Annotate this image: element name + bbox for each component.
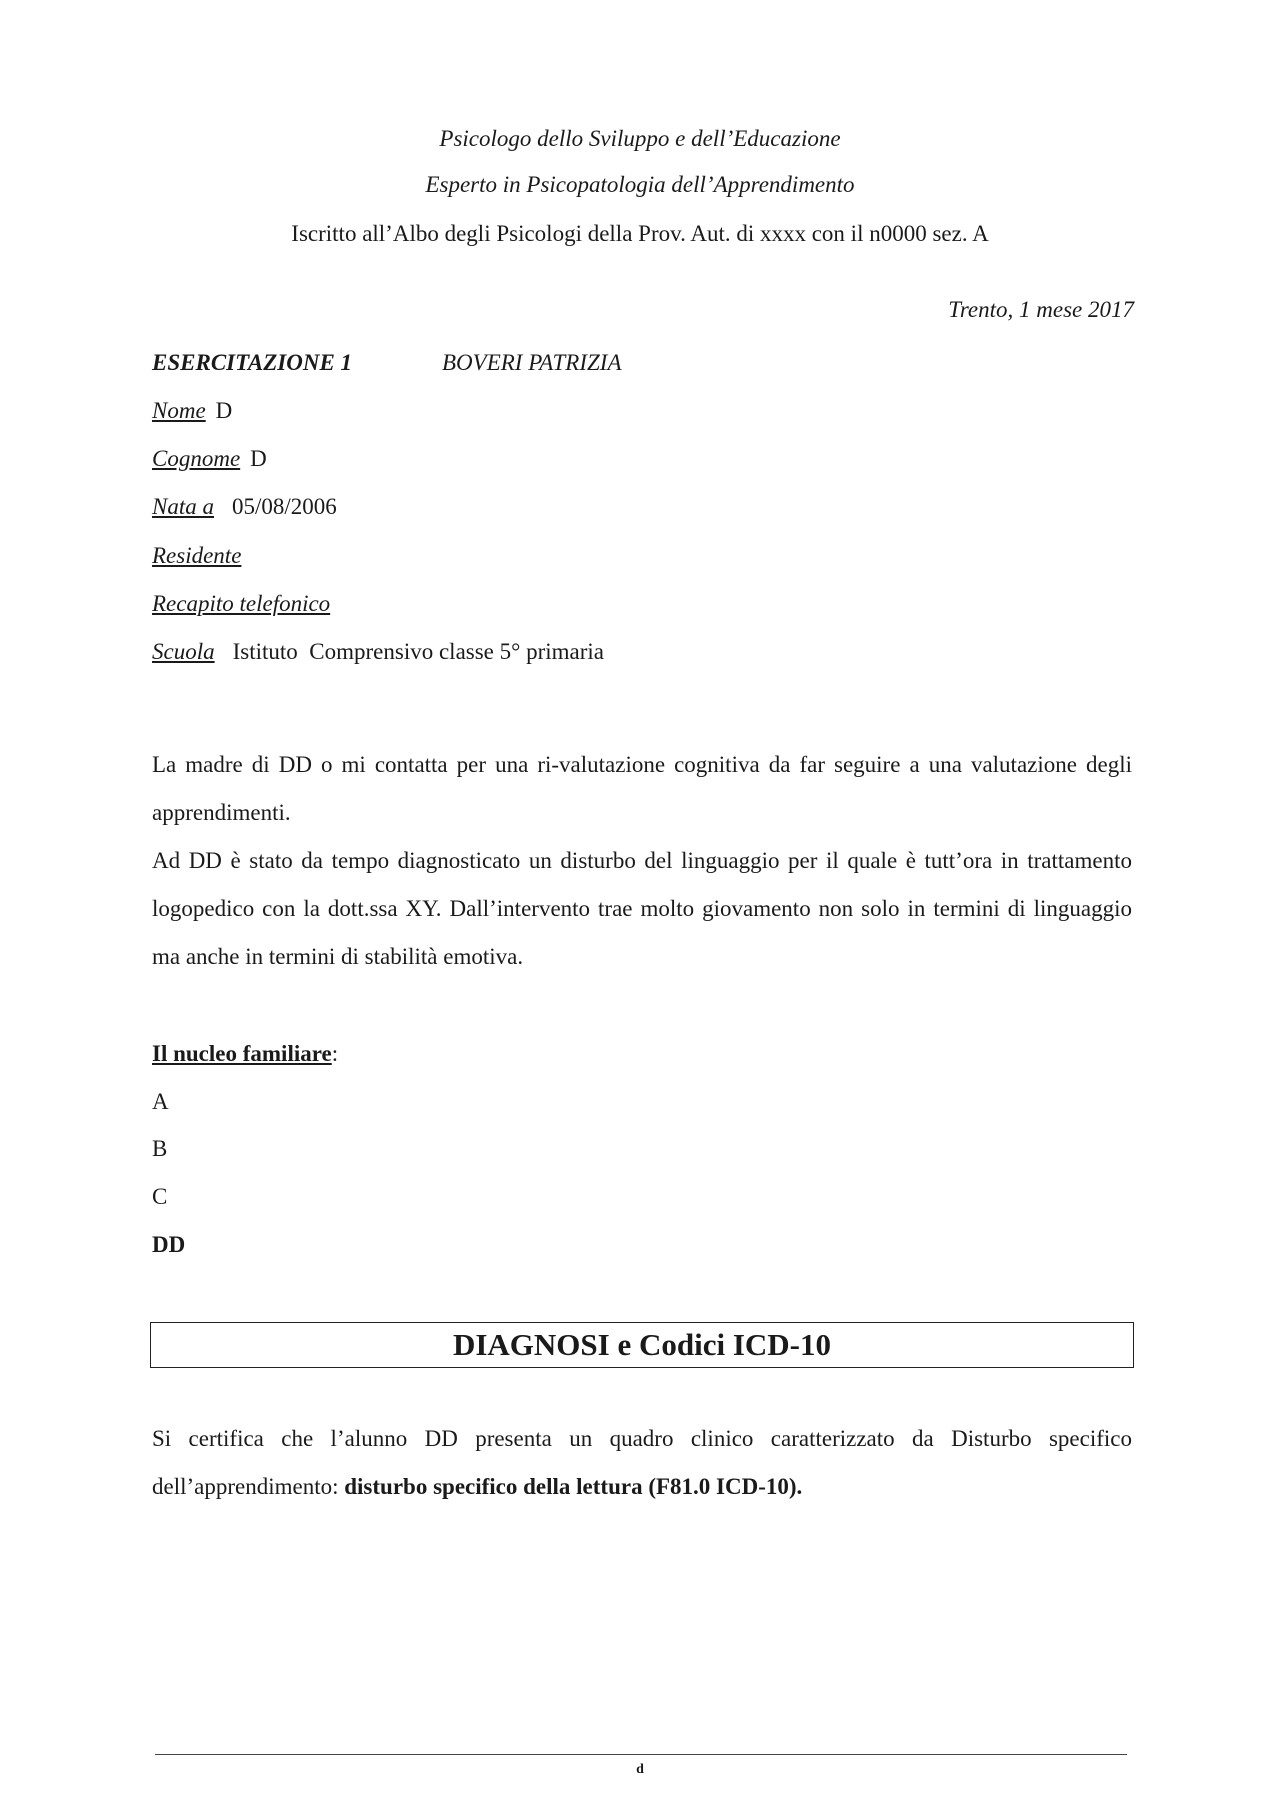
- field-label: Recapito telefonico: [152, 591, 331, 616]
- document-date: Trento, 1 mese 2017: [948, 297, 1134, 322]
- diagnosis-heading-box: [150, 1322, 1134, 1368]
- field-label: Nata a: [152, 494, 214, 519]
- intro-paragraph-1: La madre di DD o mi contatta per una ri-valutazione cognitiva da far seguire a una valutazione degli apprendimenti.: [152, 752, 1132, 825]
- field-value: D: [215, 398, 233, 423]
- field-label: Scuola: [152, 639, 215, 664]
- field-scuola: [152, 637, 604, 667]
- field-label: Residente: [152, 543, 242, 568]
- family-member: DD: [152, 1232, 186, 1257]
- intro-paragraph-2: Ad DD è stato da tempo diagnosticato un disturbo del linguaggio per il quale è tutt’ora in trattamento logopedico con la dott.ssa XY. Dall’intervento trae molto giovamento non solo in termini di linguaggio ma anche in termini di stabilità emotiva.: [152, 848, 1132, 969]
- header-title: Psicologo dello Sviluppo e dell’Educazione: [439, 126, 841, 151]
- family-title: Il nucleo familiare: [152, 1041, 332, 1066]
- diagnosis-paragraph: [152, 1415, 1132, 1511]
- header-registration: Iscritto all’Albo degli Psicologi della Prov. Aut. di xxxx con il n0000 sez. A: [291, 221, 989, 246]
- field-residente: [152, 541, 251, 571]
- field-recapito: [152, 589, 340, 619]
- family-member: A: [152, 1089, 169, 1114]
- exercise-author: BOVERI PATRIZIA: [442, 350, 622, 375]
- page-number: d: [636, 1762, 644, 1777]
- family-member: C: [152, 1184, 168, 1209]
- family-title-colon: :: [331, 1041, 339, 1066]
- field-value: D: [250, 446, 267, 471]
- field-value: Istituto Comprensivo classe 5° primaria: [232, 639, 604, 664]
- diagnosis-text: Si certifica che l’alunno DD presenta un quadro clinico caratterizzato da Disturbo specifico dell’apprendimento:: [152, 1426, 1132, 1499]
- field-cognome: [152, 444, 267, 474]
- field-label: Nome: [152, 398, 206, 423]
- field-nata-a: [152, 492, 337, 522]
- exercise-line: [152, 348, 752, 378]
- diagnosis-code: disturbo specifico della lettura (F81.0 ICD-10).: [344, 1474, 803, 1499]
- family-member: B: [152, 1136, 168, 1161]
- footer-divider: [155, 1754, 1127, 1755]
- field-nome: [152, 396, 232, 426]
- diagnosis-heading: DIAGNOSI e Codici ICD-10: [452, 1327, 832, 1362]
- field-label: Cognome: [152, 446, 241, 471]
- exercise-label: ESERCITAZIONE 1: [152, 350, 353, 375]
- field-value: 05/08/2006: [231, 494, 337, 519]
- header-subtitle: Esperto in Psicopatologia dell’Apprendimento: [425, 172, 855, 197]
- family-title-line: [152, 1039, 338, 1069]
